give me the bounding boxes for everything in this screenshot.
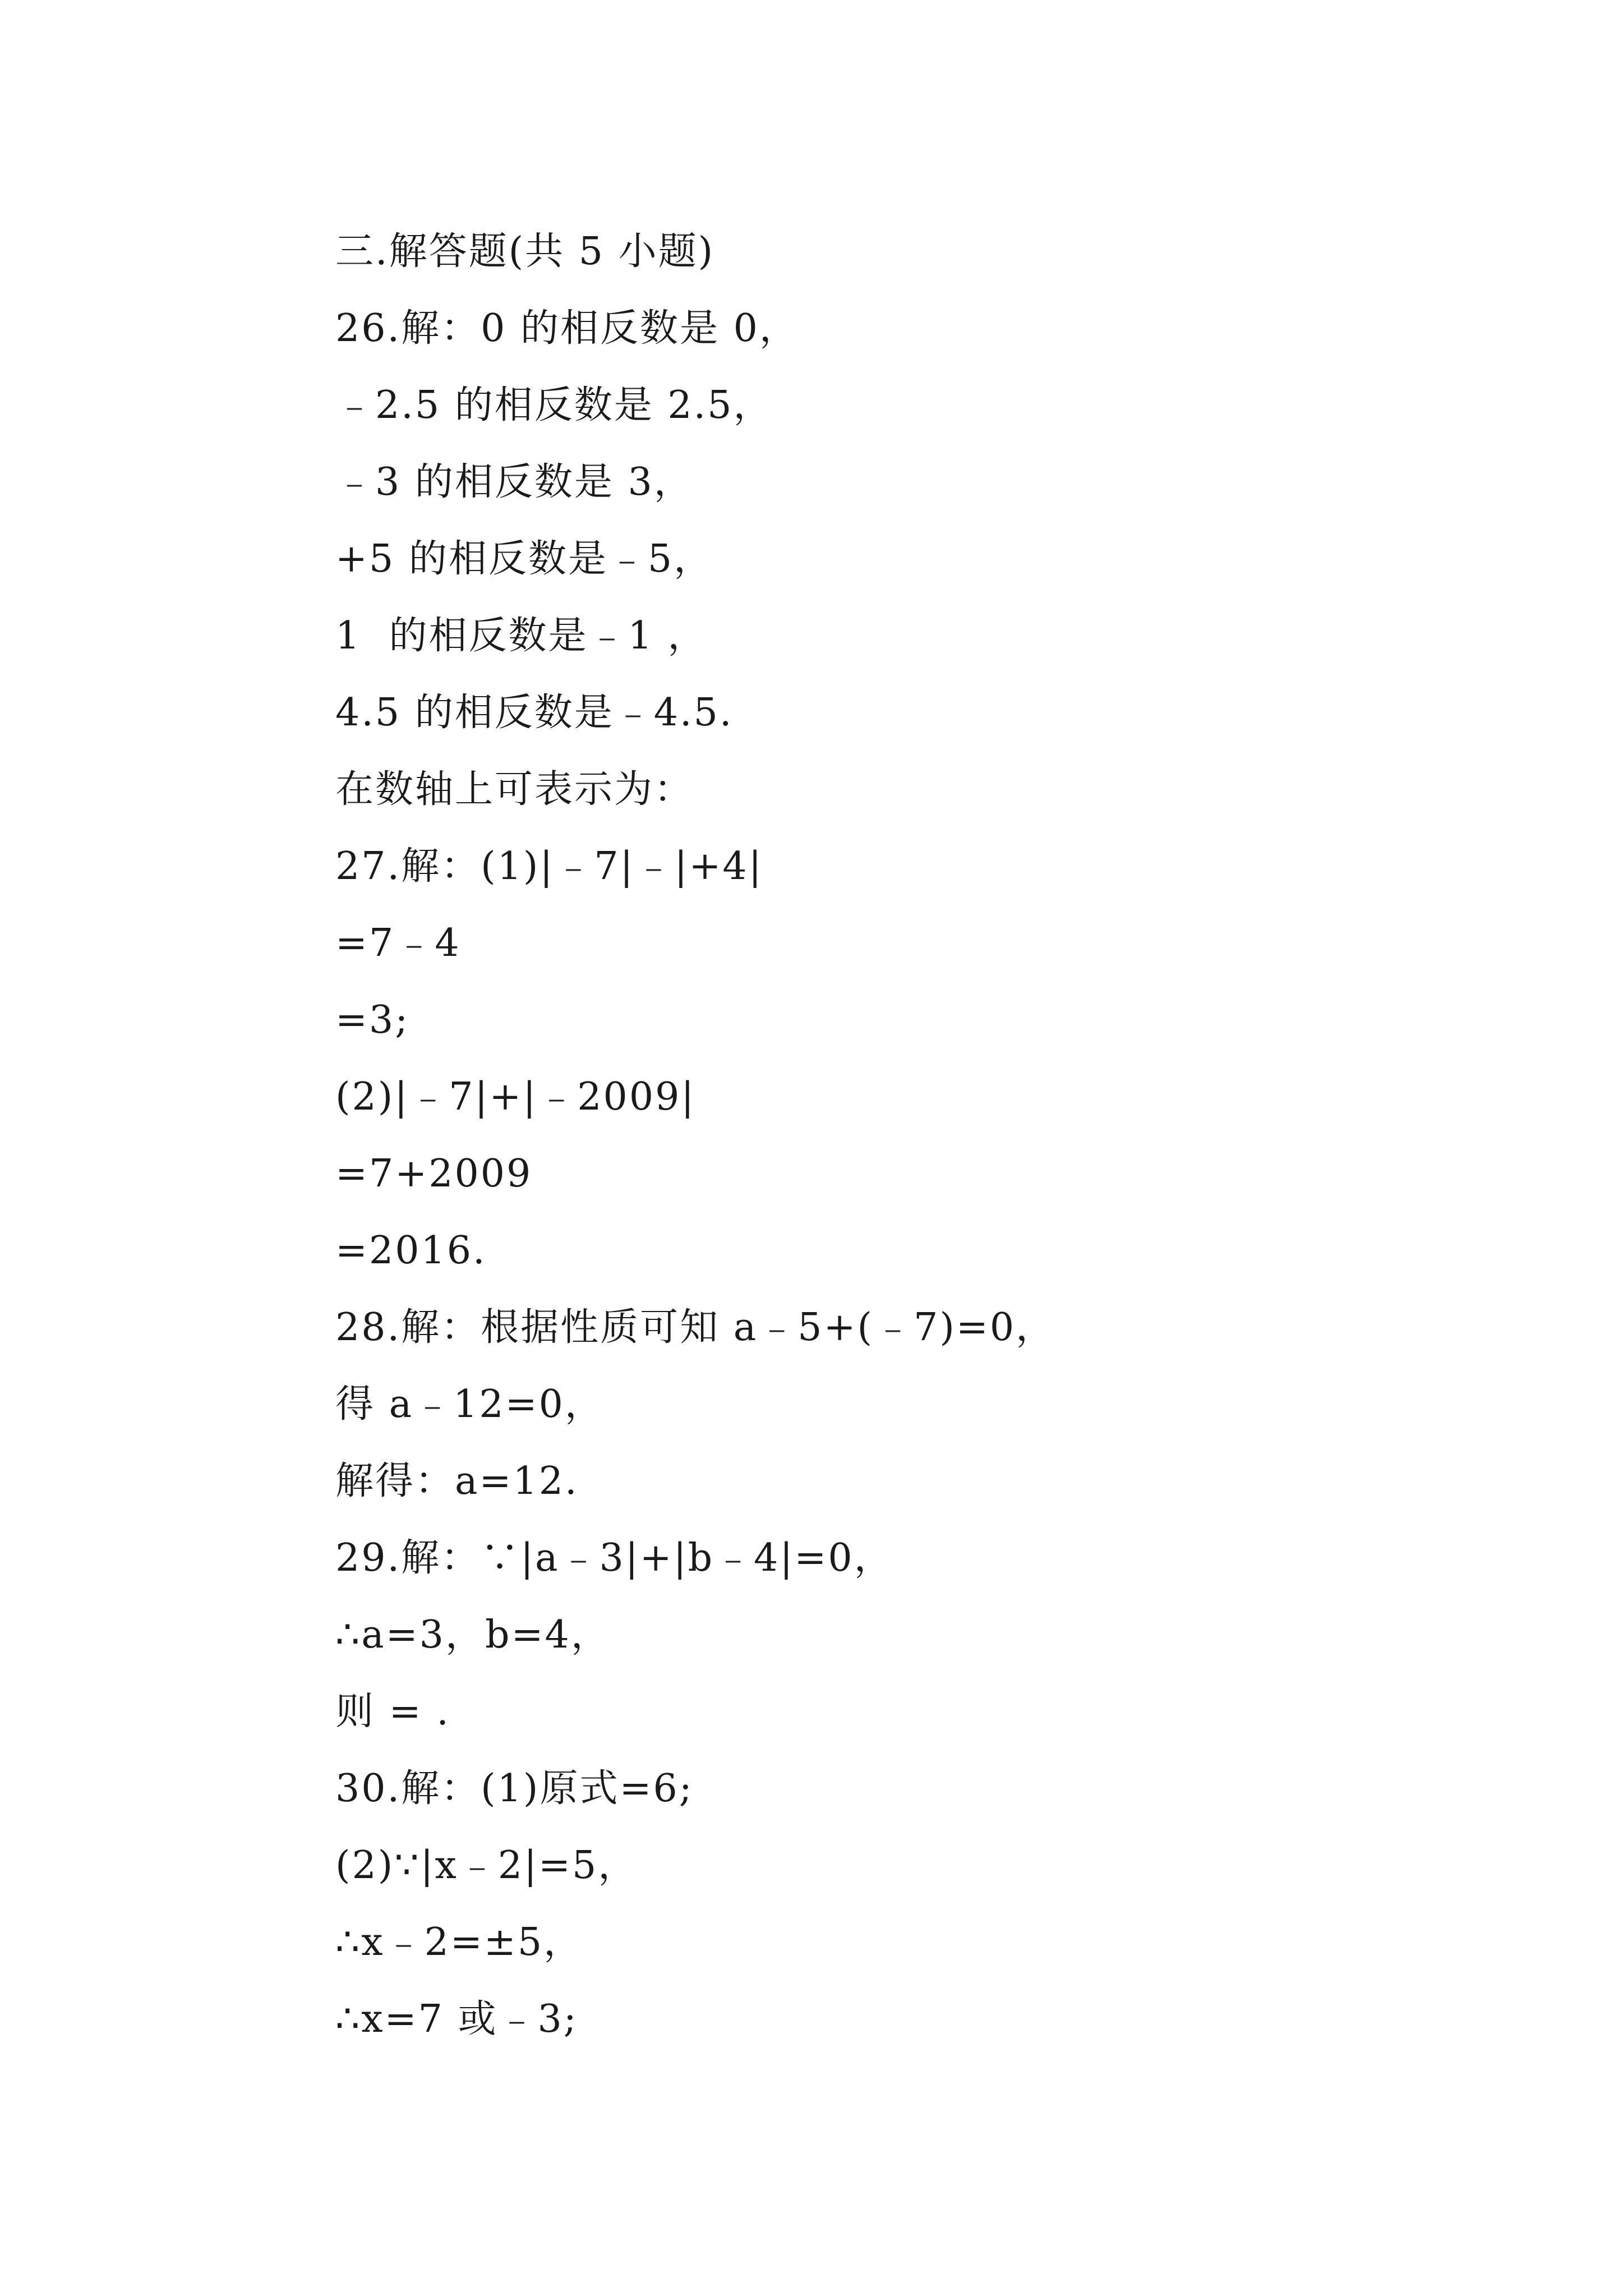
- text-line: (2)∵|x﹣2|=5，: [335, 1843, 638, 1888]
- text-line: =7+2009: [335, 1152, 533, 1196]
- section-heading: 三.解答题(共 5 小题): [335, 229, 715, 274]
- text-line: 29.解：∵|a﹣3|+|b﹣4|=0，: [335, 1536, 894, 1580]
- text-line: =3;: [335, 998, 410, 1042]
- text-line: ∴x=7 或﹣3;: [335, 1997, 578, 2041]
- text-line: +5 的相反数是﹣5，: [335, 537, 714, 581]
- text-line: ﹣3 的相反数是 3，: [335, 460, 694, 504]
- text-line: (2)|﹣7|+|﹣2009|: [335, 1075, 696, 1119]
- text-line: 4.5 的相反数是﹣4.5.: [335, 691, 734, 735]
- text-line: =7﹣4: [335, 921, 461, 965]
- text-line: 则 = .: [335, 1690, 450, 1734]
- text-line: ∴a=3，b=4，: [335, 1613, 611, 1657]
- text-line: 30.解：(1)原式=6;: [335, 1766, 694, 1811]
- text-line: 28.解：根据性质可知 a﹣5+(﹣7)=0，: [335, 1305, 1056, 1350]
- text-line: 得 a﹣12=0，: [335, 1382, 605, 1427]
- solution-text-block: [335, 213, 1457, 2058]
- text-line: ﹣2.5 的相反数是 2.5，: [335, 383, 773, 427]
- text-line: ∴x﹣2=±5，: [335, 1920, 584, 1964]
- text-line: 解得：a=12.: [335, 1459, 579, 1503]
- text-line: 26.解：0 的相反数是 0，: [335, 306, 799, 351]
- text-line: 27.解：(1)|﹣7|﹣|+4|: [335, 844, 763, 889]
- text-line: =2016.: [335, 1228, 487, 1273]
- text-line: 1 的相反数是﹣1 ，: [335, 614, 708, 658]
- text-line: 在数轴上可表示为：: [335, 767, 694, 812]
